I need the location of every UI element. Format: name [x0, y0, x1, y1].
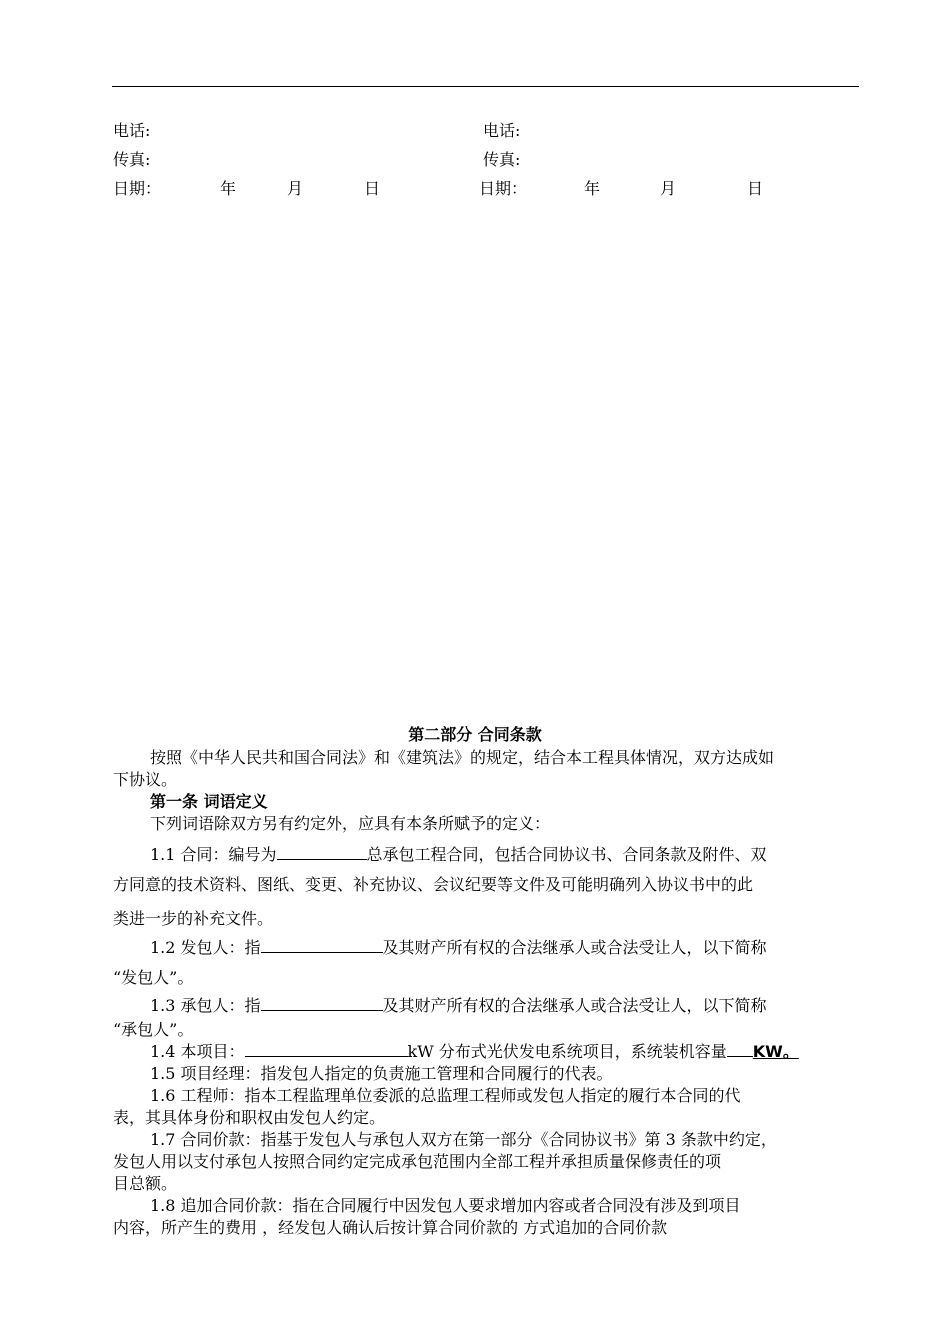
- left-phone-label: 电话:: [113, 121, 151, 140]
- clause-1-4-prefix: 1.4 本项目：: [150, 1042, 245, 1061]
- contractor-name-blank[interactable]: [261, 993, 383, 1011]
- left-year-label: 年: [220, 179, 237, 198]
- right-day-label: 日: [747, 179, 764, 198]
- clause-1-5: 1.5 项目经理：指发包人指定的负责施工管理和合同履行的代表。: [150, 1064, 613, 1083]
- intro-line-2: 下协议。: [113, 770, 178, 789]
- clause-1-2-suffix: 及其财产所有权的合法继承人或合法受让人，以下简称: [382, 938, 767, 957]
- clause-1-3-prefix: 1.3 承包人：指: [150, 996, 261, 1015]
- clause-1-8-line-1: 1.8 追加合同价款：指在合同履行中因发包人要求增加内容或者合同没有涉及到项目: [150, 1196, 741, 1215]
- capacity-unit: KW。: [752, 1042, 799, 1061]
- clause-1-3-line-1: [150, 993, 767, 1016]
- clause-1-7-line-1: 1.7 合同价款：指基于发包人与承包人双方在第一部分《合同协议书》第 3 条款中约定，: [150, 1130, 777, 1149]
- clause-1-7-line-3: 目总额。: [113, 1174, 178, 1193]
- article-1-title: 第一条 词语定义: [150, 792, 268, 811]
- clause-1-2-line-2: “发包人”。: [113, 968, 194, 987]
- right-month-label: 月: [660, 179, 677, 198]
- clause-1-3-line-2: “承包人”。: [113, 1020, 194, 1039]
- right-year-label: 年: [584, 179, 601, 198]
- clause-1-1-suffix: 总承包工程合同，包括合同协议书、合同条款及附件、双: [366, 845, 767, 864]
- left-fax-label: 传真:: [113, 150, 151, 169]
- section-title: 第二部分 合同条款: [408, 725, 542, 744]
- contract-number-blank[interactable]: [277, 842, 367, 860]
- clause-1-1-line-3: 类进一步的补充文件。: [113, 909, 274, 928]
- left-date-label: 日期：: [113, 179, 162, 198]
- right-fax-label: 传真:: [483, 150, 521, 169]
- right-phone-label: 电话:: [483, 121, 521, 140]
- right-date-label: 日期：: [479, 179, 528, 198]
- left-day-label: 日: [364, 179, 381, 198]
- clause-1-1-line-1: [150, 842, 767, 865]
- clause-1-4-middle: kW 分布式光伏发电系统项目，系统装机容量: [407, 1042, 727, 1061]
- intro-line-1: 按照《中华人民共和国合同法》和《建筑法》的规定，结合本工程具体情况，双方达成如: [150, 748, 775, 767]
- installed-capacity-blank[interactable]: [727, 1039, 753, 1057]
- clause-1-2-line-1: [150, 935, 767, 958]
- clause-1-3-suffix: 及其财产所有权的合法继承人或合法受让人，以下简称: [382, 996, 767, 1015]
- clause-1-6-line-2: 表，其具体身份和职权由发包人约定。: [113, 1108, 386, 1127]
- clause-1-1-prefix: 1.1 合同：编号为: [150, 845, 277, 864]
- clause-1-6-line-1: 1.6 工程师：指本工程监理单位委派的总监理工程师或发包人指定的履行本合同的代: [150, 1086, 741, 1105]
- left-month-label: 月: [287, 179, 304, 198]
- header-rule: [112, 86, 859, 87]
- clause-1-4-line: [150, 1039, 799, 1062]
- clause-1-2-prefix: 1.2 发包人：指: [150, 938, 261, 957]
- clause-1-8-line-2: 内容，所产生的费用 ，经发包人确认后按计算合同价款的 方式追加的合同价款: [113, 1218, 668, 1237]
- project-capacity-blank[interactable]: [245, 1039, 408, 1057]
- employer-name-blank[interactable]: [261, 935, 383, 953]
- clause-1-7-line-2: 发包人用以支付承包人按照合同约定完成承包范围内全部工程并承担质量保修责任的项: [113, 1152, 722, 1171]
- article-1-intro: 下列词语除双方另有约定外，应具有本条所赋予的定义：: [150, 814, 551, 833]
- clause-1-1-line-2: 方同意的技术资料、图纸、变更、补充协议、会议纪要等文件及可能明确列入协议书中的此: [113, 875, 754, 894]
